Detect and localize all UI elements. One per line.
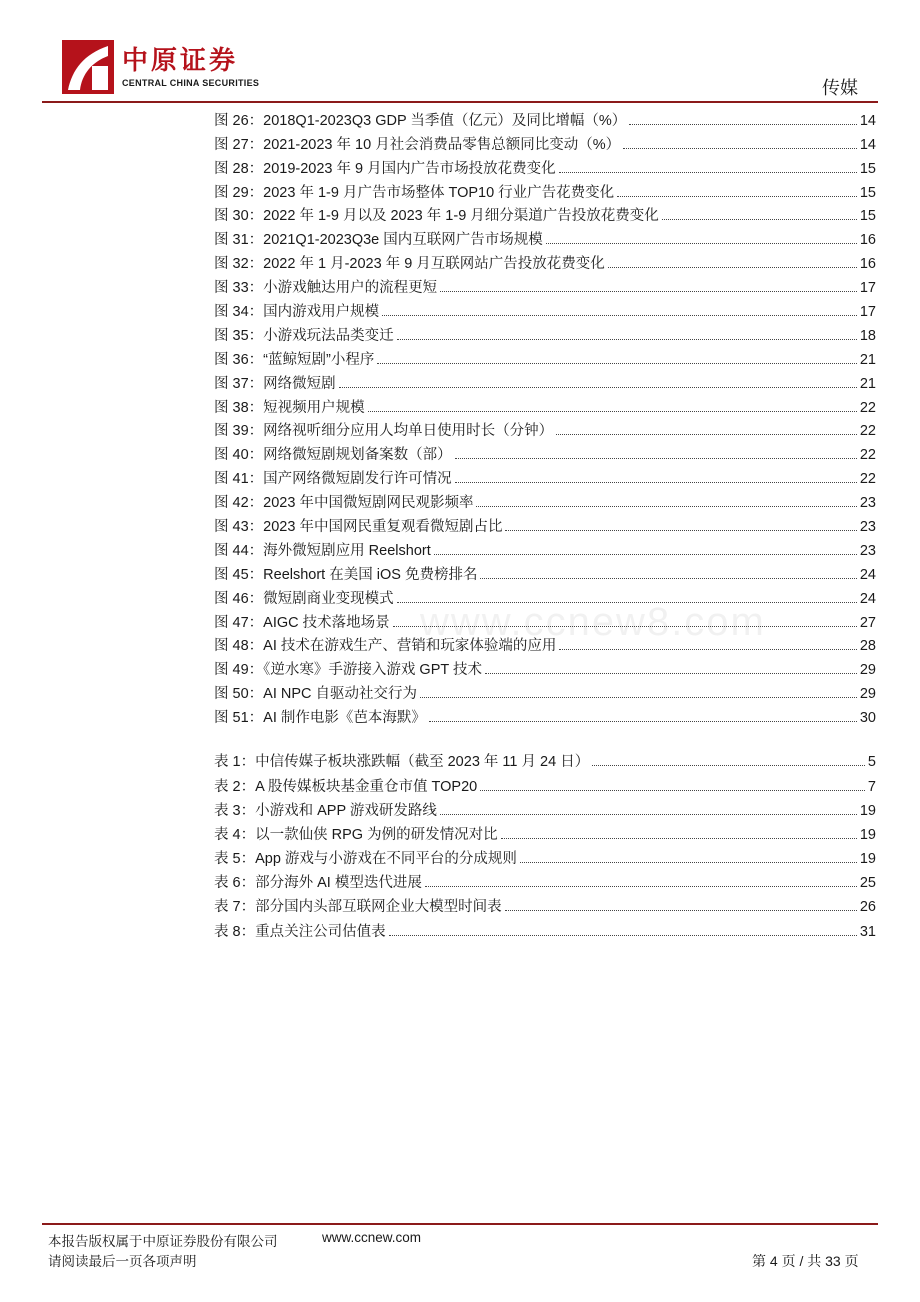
toc-figure-entry[interactable] <box>214 369 876 393</box>
toc-leader-dots <box>434 554 857 555</box>
toc-entry-label: 表 1：中信传媒子板块涨跌幅（截至 2023 年 11 月 24 日） <box>214 754 590 771</box>
list-gap <box>214 727 876 747</box>
toc-leader-dots <box>623 148 857 149</box>
toc-figure-entry[interactable] <box>214 560 876 584</box>
toc-leader-dots <box>546 243 857 244</box>
figure-list <box>214 106 876 727</box>
toc-leader-dots <box>397 602 857 603</box>
toc-leader-dots <box>505 530 856 531</box>
toc-page-number: 19 <box>859 851 876 868</box>
toc-entry-label: 表 3：小游戏和 APP 游戏研发路线 <box>214 802 437 819</box>
toc-entry-label: 图 39：网络视听细分应用人均单日使用时长（分钟） <box>214 423 554 440</box>
toc-entry-label: 图 40：网络微短剧规划备案数（部） <box>214 447 452 464</box>
toc-page-number: 15 <box>859 208 876 225</box>
toc-figure-entry[interactable] <box>214 417 876 441</box>
toc-page-number: 31 <box>859 923 876 940</box>
toc-leader-dots <box>455 482 857 483</box>
toc-leader-dots <box>397 339 857 340</box>
toc-entry-label: 图 51：AI 制作电影《芭本海默》 <box>214 710 426 727</box>
toc-figure-entry[interactable] <box>214 225 876 249</box>
toc-table-entry[interactable] <box>214 771 876 795</box>
toc-entry-label: 图 45：Reelshort 在美国 iOS 免费榜排名 <box>214 566 478 583</box>
toc-page-number: 22 <box>859 471 876 488</box>
table-of-contents <box>214 106 876 941</box>
toc-figure-entry[interactable] <box>214 178 876 202</box>
toc-leader-dots <box>505 910 857 911</box>
footer-disclaimer-note: 请阅读最后一页各项声明 <box>48 1254 197 1269</box>
toc-leader-dots <box>556 434 857 435</box>
toc-page-number: 28 <box>859 638 876 655</box>
toc-entry-label: 图 26：2018Q1-2023Q3 GDP 当季值（亿元）及同比增幅（%） <box>214 112 627 129</box>
toc-figure-entry[interactable] <box>214 488 876 512</box>
toc-entry-label: 图 43：2023 年中国网民重复观看微短剧占比 <box>214 519 503 536</box>
toc-entry-label: 图 49：《逆水寒》手游接入游戏 GPT 技术 <box>214 662 483 679</box>
toc-figure-entry[interactable] <box>214 512 876 536</box>
toc-leader-dots <box>389 935 857 936</box>
toc-figure-entry[interactable] <box>214 345 876 369</box>
toc-leader-dots <box>393 626 857 627</box>
toc-leader-dots <box>662 219 857 220</box>
toc-leader-dots <box>377 363 857 364</box>
toc-leader-dots <box>455 458 857 459</box>
toc-page-number: 15 <box>859 160 876 177</box>
footer-website-link[interactable]: www.ccnew.com <box>322 1230 422 1245</box>
toc-page-number: 22 <box>859 423 876 440</box>
toc-table-entry[interactable] <box>214 747 876 771</box>
toc-entry-label: 图 35：小游戏玩法品类变迁 <box>214 327 394 344</box>
toc-page-number: 29 <box>859 686 876 703</box>
toc-page-number: 26 <box>859 899 876 916</box>
toc-figure-entry[interactable] <box>214 464 876 488</box>
toc-leader-dots <box>608 267 857 268</box>
logo-english-name: CENTRAL CHINA SECURITIES <box>122 78 260 88</box>
header-divider <box>42 101 878 103</box>
toc-entry-label: 表 5：App 游戏与小游戏在不同平台的分成规则 <box>214 851 517 868</box>
toc-page-number: 18 <box>859 327 876 344</box>
toc-leader-dots <box>629 124 857 125</box>
toc-leader-dots <box>440 814 857 815</box>
toc-table-entry[interactable] <box>214 892 876 916</box>
toc-leader-dots <box>592 765 865 766</box>
toc-leader-dots <box>420 697 857 698</box>
toc-leader-dots <box>382 315 857 316</box>
toc-table-entry[interactable] <box>214 796 876 820</box>
toc-page-number: 23 <box>859 519 876 536</box>
toc-entry-label: 图 48：AI 技术在游戏生产、营销和玩家体验端的应用 <box>214 638 557 655</box>
logo-mark-icon <box>62 40 114 94</box>
toc-figure-entry[interactable] <box>214 632 876 656</box>
toc-entry-label: 图 42：2023 年中国微短剧网民观影频率 <box>214 495 474 512</box>
toc-page-number: 25 <box>859 875 876 892</box>
toc-page-number: 16 <box>859 232 876 249</box>
section-label: 传媒 <box>822 78 858 98</box>
toc-figure-entry[interactable] <box>214 154 876 178</box>
toc-figure-entry[interactable] <box>214 703 876 727</box>
toc-entry-label: 图 37：网络微短剧 <box>214 375 336 392</box>
toc-page-number: 22 <box>859 399 876 416</box>
toc-leader-dots <box>480 578 856 579</box>
toc-page-number: 27 <box>859 614 876 631</box>
toc-page-number: 15 <box>859 184 876 201</box>
toc-entry-label: 表 6：部分海外 AI 模型迭代进展 <box>214 875 422 892</box>
toc-page-number: 23 <box>859 542 876 559</box>
toc-leader-dots <box>501 838 857 839</box>
toc-figure-entry[interactable] <box>214 393 876 417</box>
toc-figure-entry[interactable] <box>214 297 876 321</box>
toc-entry-label: 图 46：微短剧商业变现模式 <box>214 590 394 607</box>
toc-figure-entry[interactable] <box>214 584 876 608</box>
toc-entry-label: 表 2：A 股传媒板块基金重仓市值 TOP20 <box>214 778 478 795</box>
toc-figure-entry[interactable] <box>214 273 876 297</box>
toc-figure-entry[interactable] <box>214 440 876 464</box>
toc-page-number: 16 <box>859 256 876 273</box>
toc-page-number: 22 <box>859 447 876 464</box>
footer-copyright: 本报告版权属于中原证券股份有限公司 <box>48 1234 278 1249</box>
toc-figure-entry[interactable] <box>214 202 876 226</box>
toc-figure-entry[interactable] <box>214 679 876 703</box>
footer-divider <box>42 1223 878 1225</box>
toc-leader-dots <box>476 506 856 507</box>
toc-page-number: 7 <box>867 778 876 795</box>
toc-table-entry[interactable] <box>214 916 876 940</box>
toc-page-number: 30 <box>859 710 876 727</box>
toc-entry-label: 图 47：AIGC 技术落地场景 <box>214 614 390 631</box>
toc-entry-label: 图 44：海外微短剧应用 Reelshort <box>214 542 431 559</box>
toc-leader-dots <box>429 721 857 722</box>
toc-entry-label: 图 30：2022 年 1-9 月以及 2023 年 1-9 月细分渠道广告投放花费变化 <box>214 208 659 225</box>
toc-entry-label: 表 7：部分国内头部互联网企业大模型时间表 <box>214 899 502 916</box>
toc-entry-label: 图 34：国内游戏用户规模 <box>214 304 380 321</box>
toc-entry-label: 表 8：重点关注公司估值表 <box>214 923 386 940</box>
toc-page-number: 17 <box>859 304 876 321</box>
toc-table-entry[interactable] <box>214 844 876 868</box>
toc-page-number: 14 <box>859 136 876 153</box>
toc-entry-label: 图 32：2022 年 1 月-2023 年 9 月互联网站广告投放花费变化 <box>214 256 605 273</box>
toc-figure-entry[interactable] <box>214 655 876 679</box>
toc-leader-dots <box>520 862 857 863</box>
toc-page-number: 21 <box>859 351 876 368</box>
toc-leader-dots <box>559 649 856 650</box>
toc-entry-label: 图 50：AI NPC 自驱动社交行为 <box>214 686 418 703</box>
toc-figure-entry[interactable] <box>214 249 876 273</box>
toc-entry-label: 图 29：2023 年 1-9 月广告市场整体 TOP10 行业广告花费变化 <box>214 184 615 201</box>
toc-page-number: 17 <box>859 280 876 297</box>
toc-entry-label: 图 36：“蓝鲸短剧”小程序 <box>214 351 375 368</box>
toc-leader-dots <box>480 790 865 791</box>
toc-figure-entry[interactable] <box>214 608 876 632</box>
toc-leader-dots <box>368 411 857 412</box>
toc-entry-label: 图 38：短视频用户规模 <box>214 399 365 416</box>
watermark: www.ccnew8.com <box>420 600 766 644</box>
toc-table-entry[interactable] <box>214 868 876 892</box>
toc-page-number: 14 <box>859 112 876 129</box>
toc-leader-dots <box>617 196 857 197</box>
toc-figure-entry[interactable] <box>214 130 876 154</box>
toc-leader-dots <box>485 673 857 674</box>
toc-page-number: 21 <box>859 375 876 392</box>
page-counter: 第 4 页 / 共 33 页 <box>752 1253 859 1269</box>
toc-page-number: 19 <box>859 826 876 843</box>
toc-leader-dots <box>425 886 857 887</box>
toc-entry-label: 图 31：2021Q1-2023Q3e 国内互联网广告市场规模 <box>214 232 543 249</box>
toc-leader-dots <box>559 172 857 173</box>
logo-chinese-name: 中原证券 <box>122 46 239 76</box>
toc-entry-label: 图 27：2021-2023 年 10 月社会消费品零售总额同比变动（%） <box>214 136 621 153</box>
toc-page-number: 24 <box>859 590 876 607</box>
toc-entry-label: 图 28：2019-2023 年 9 月国内广告市场投放花费变化 <box>214 160 556 177</box>
toc-table-entry[interactable] <box>214 820 876 844</box>
company-logo <box>62 40 259 94</box>
toc-page-number: 24 <box>859 566 876 583</box>
toc-page-number: 29 <box>859 662 876 679</box>
toc-leader-dots <box>339 387 857 388</box>
toc-figure-entry[interactable] <box>214 536 876 560</box>
toc-leader-dots <box>440 291 857 292</box>
toc-entry-label: 图 33：小游戏触达用户的流程更短 <box>214 280 438 297</box>
toc-entry-label: 表 4：以一款仙侠 RPG 为例的研发情况对比 <box>214 826 498 843</box>
toc-figure-entry[interactable] <box>214 321 876 345</box>
toc-page-number: 19 <box>859 802 876 819</box>
toc-entry-label: 图 41：国产网络微短剧发行许可情况 <box>214 471 452 488</box>
toc-page-number: 23 <box>859 495 876 512</box>
toc-page-number: 5 <box>867 754 876 771</box>
table-list <box>214 747 876 941</box>
toc-figure-entry[interactable] <box>214 106 876 130</box>
